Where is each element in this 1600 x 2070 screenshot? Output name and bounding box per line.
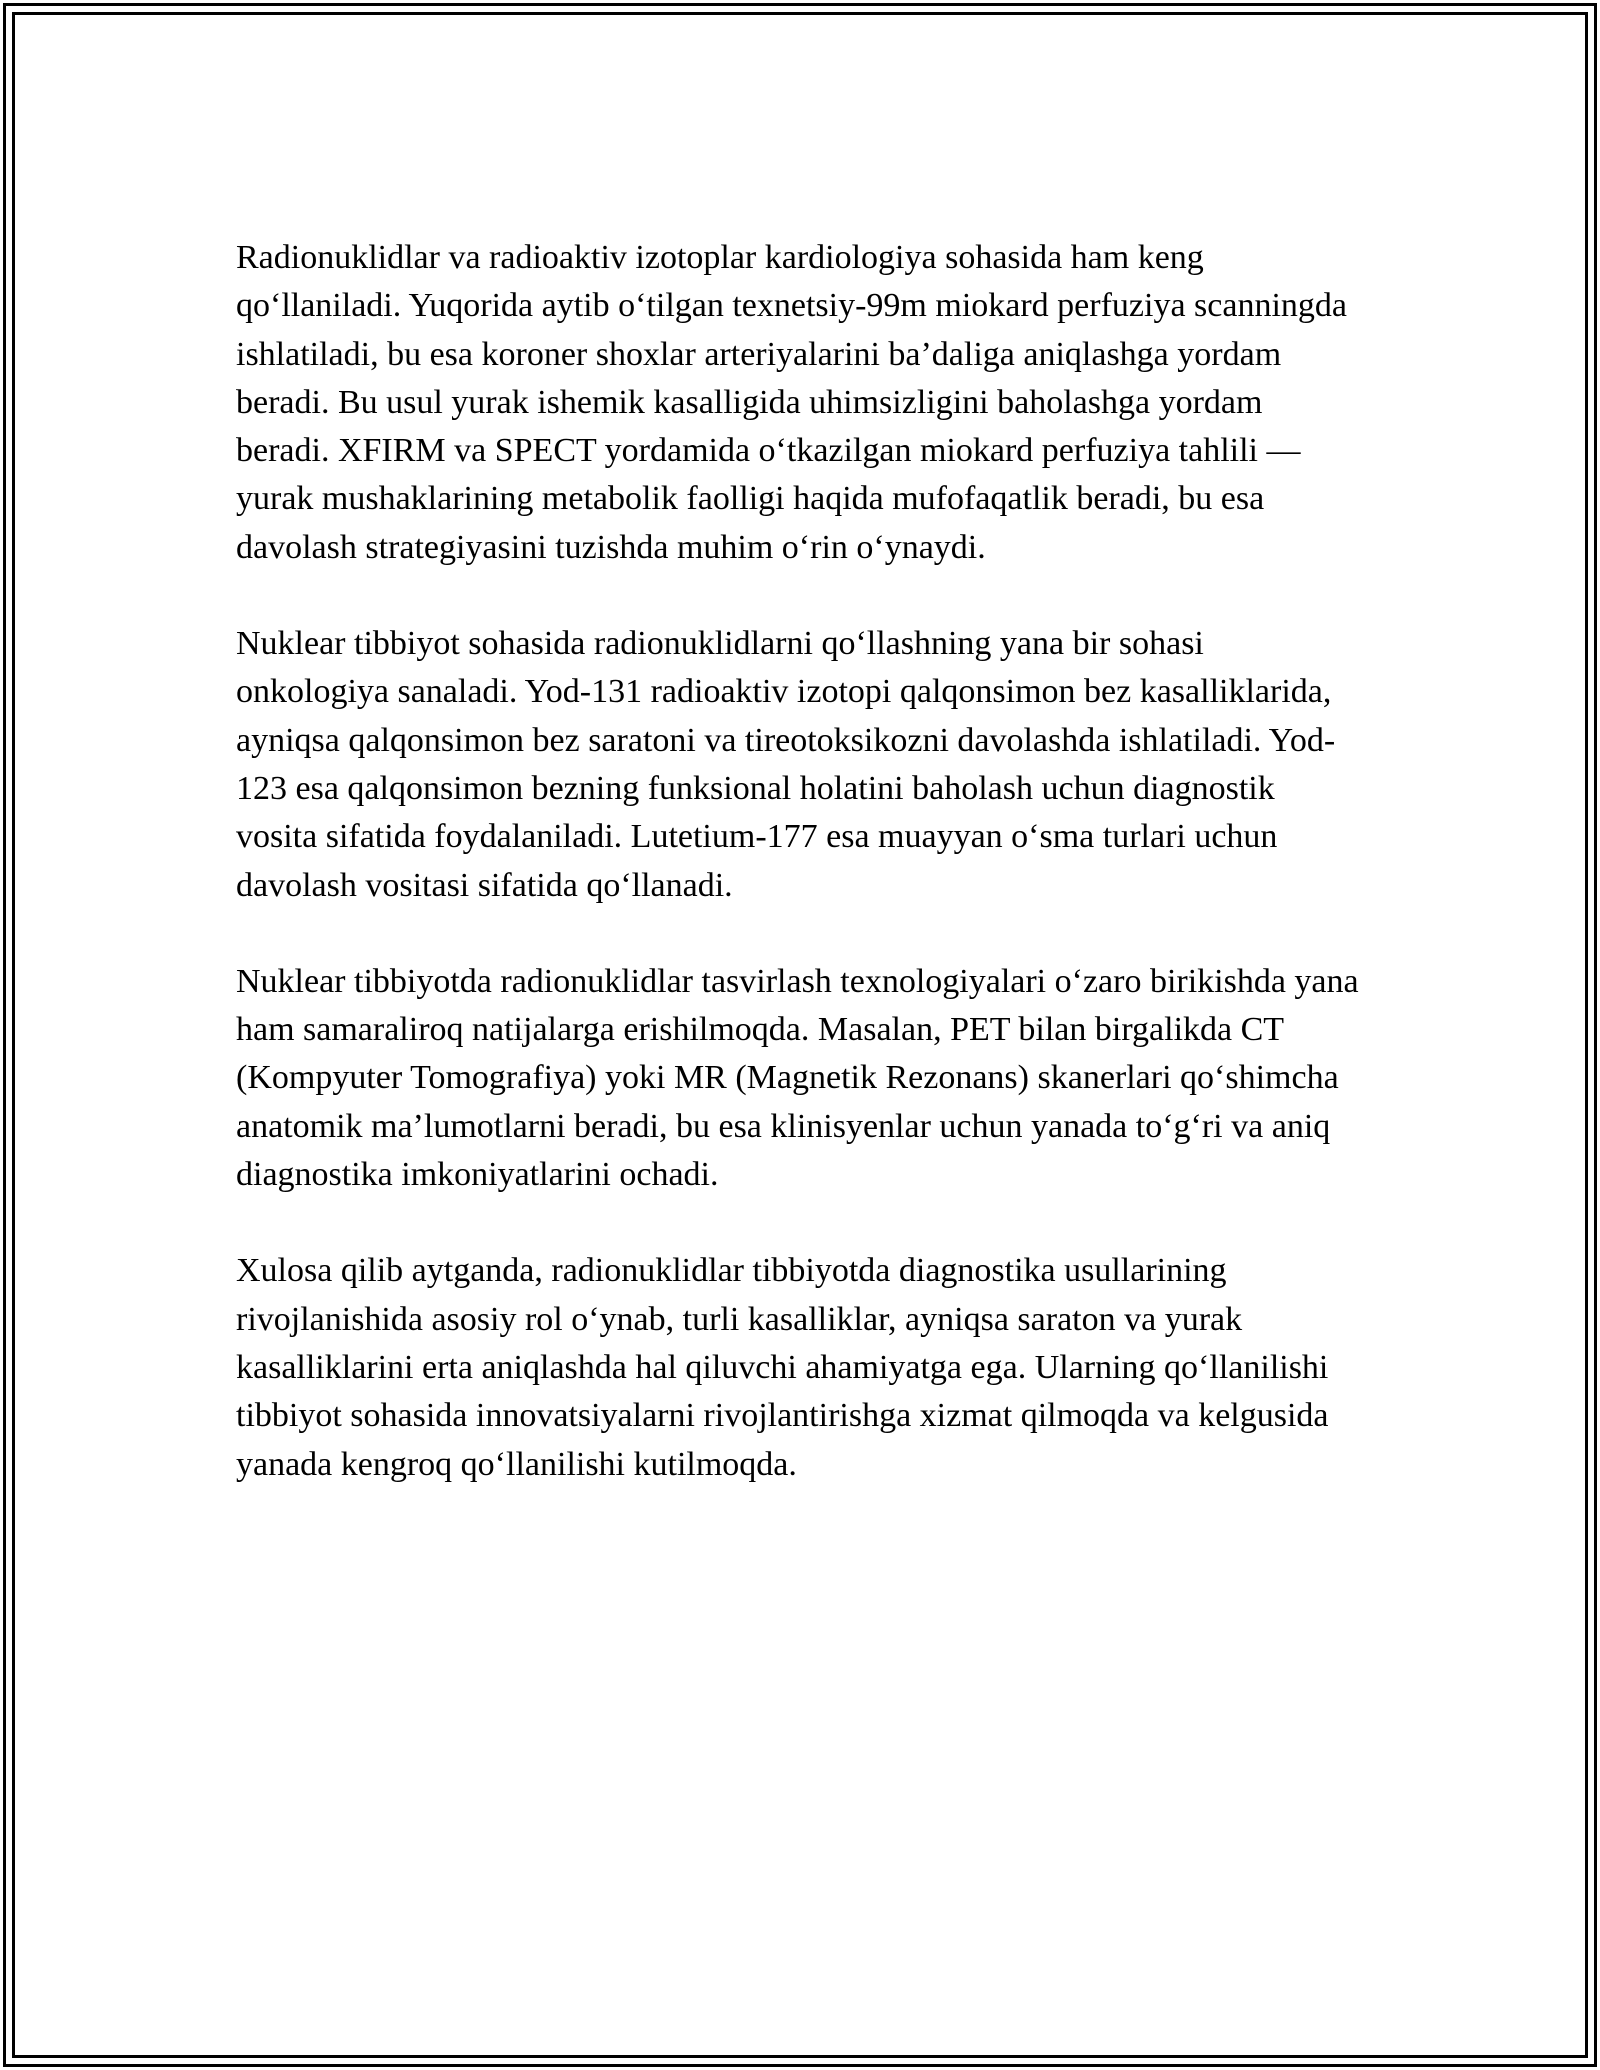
- paragraph-imaging-technologies: Nuklear tibbiyotda radionuklidlar tasvirlash texnologiyalari o‘zaro birikishda yana ham samaraliroq natijalarga erishilmoqda. Masalan, PET bilan birgalikda CT (Kompyuter Tomografiya) yoki MR (Magnetik Rezonans) skanerlari qo‘shimcha anatomik ma’lumotlarni beradi, bu esa klinisyenlar uchun yanada to‘g‘ri va aniq diagnostika imkoniyatlarini ochadi.: [236, 962, 1359, 1194]
- paragraph-oncology: Nuklear tibbiyot sohasida radionuklidlarni qo‘llashning yana bir sohasi onkologiya sanaladi. Yod-131 radioaktiv izotopi qalqonsimon bez kasalliklarida, ayniqsa qalqonsimon bez saratoni va tireotoksikozni davolashda ishlatiladi. Yod-123 esa qalqonsimon bezning funksional holatini baholash uchun diagnostik vosita sifatida foydalaniladi. Lutetium-177 esa muayyan o‘sma turlari uchun davolash vositasi sifatida qo‘llanadi.: [236, 625, 1336, 904]
- document-body: [236, 234, 1361, 1537]
- paragraph-cardiology: Radionuklidlar va radioaktiv izotoplar kardiologiya sohasida ham keng qo‘llaniladi. Yuqorida aytib o‘tilgan texnetsiy-99m miokard perfuziya scanningda ishlatiladi, bu esa koroner shoxlar arteriyalarini ba’daliga aniqlashga yordam beradi. Bu usul yurak ishemik kasalligida uhimsizligini baholashga yordam beradi. XFIRM va SPECT yordamida o‘tkazilgan miokard perfuziya tahlili — yurak mushaklarining metabolik faolligi haqida mufofaqatlik beradi, bu esa davolash strategiyasini tuzishda muhim o‘rin o‘ynaydi.: [236, 239, 1347, 566]
- paragraph-conclusion: Xulosa qilib aytganda, radionuklidlar tibbiyotda diagnostika usullarining rivojlanishida asosiy rol o‘ynab, turli kasalliklar, ayniqsa saraton va yurak kasalliklarini erta aniqlashda hal qiluvchi ahamiyatga ega. Ularning qo‘llanilishi tibbiyot sohasida innovatsiyalarni rivojlantirishga xizmat qilmoqda va kelgusida yanada kengroq qo‘llanilishi kutilmoqda.: [236, 1252, 1329, 1483]
